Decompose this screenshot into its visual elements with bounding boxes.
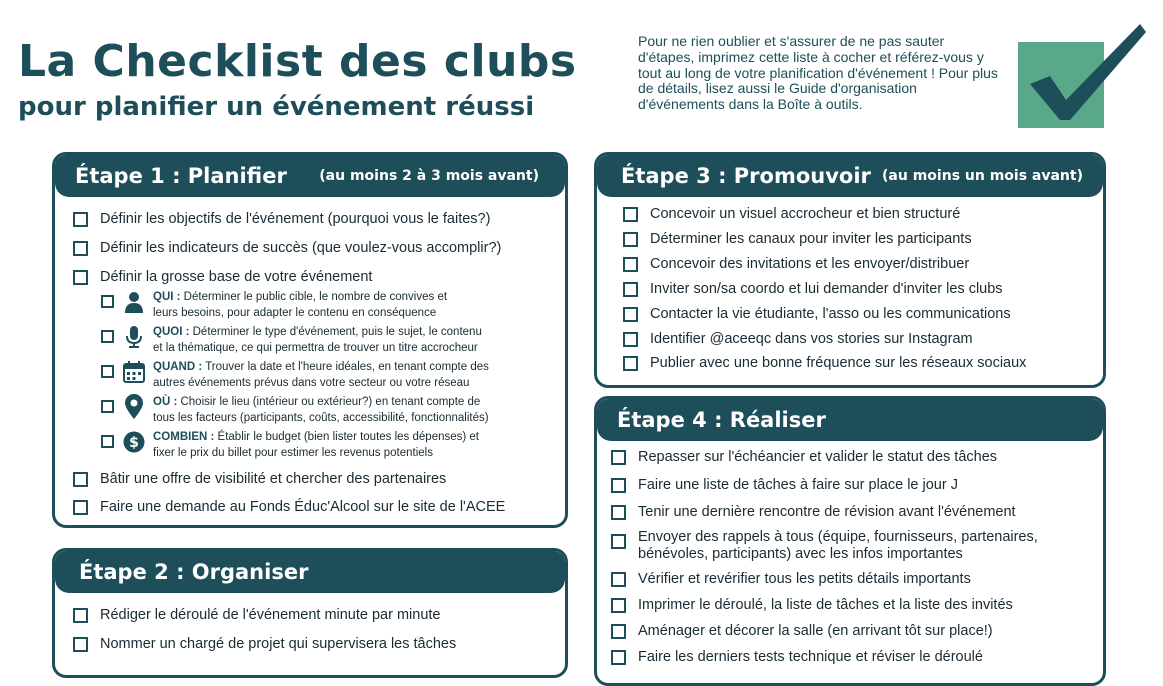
page-subtitle: pour planifier un événement réussi [18, 92, 535, 122]
list-item [73, 269, 372, 286]
etape2-title: Étape 2 : Organiser [79, 560, 309, 584]
checkbox[interactable] [611, 598, 626, 613]
list-item [73, 240, 501, 257]
microphone-icon [123, 324, 145, 350]
dollar-icon [123, 429, 145, 455]
item-label: Publier avec une bonne fréquence sur les réseaux sociaux [650, 355, 1027, 371]
item-label: Identifier @aceeqc dans vos stories sur Instagram [650, 331, 973, 347]
item-label: Nommer un chargé de projet qui supervisera les tâches [100, 636, 457, 652]
list-item [623, 331, 973, 348]
etape1-title: Étape 1 : Planifier [75, 164, 287, 188]
list-item [623, 281, 1003, 298]
checkbox[interactable] [73, 637, 88, 652]
item-label: Vérifier et revérifier tous les petits détails importants [638, 571, 971, 587]
item-label: Concevoir des invitations et les envoyer/distribuer [650, 256, 970, 272]
etape1-note: (au moins 2 à 3 mois avant) [319, 168, 539, 184]
checkbox[interactable] [623, 307, 638, 322]
svg-text:$: $ [129, 435, 139, 451]
etape4-title: Étape 4 : Réaliser [617, 408, 826, 432]
item-label: Faire une liste de tâches à faire sur place le jour J [638, 477, 958, 493]
item-label: Définir la grosse base de votre événement [100, 269, 373, 285]
item-label: Déterminer les canaux pour inviter les participants [650, 231, 972, 247]
list-item [611, 623, 993, 640]
etape4-header [597, 399, 1103, 441]
list-item [623, 231, 972, 248]
subitem-qui [101, 289, 447, 321]
item-label: Aménager et décorer la salle (en arrivant tôt sur place!) [638, 623, 993, 639]
checkbox[interactable] [73, 500, 88, 515]
checkmark-icon [1016, 18, 1146, 134]
item-label: Concevoir un visuel accrocheur et bien structuré [650, 206, 961, 222]
item-label: Bâtir une offre de visibilité et chercher des partenaires [100, 471, 447, 487]
list-item [73, 471, 446, 488]
subitem-text: COMBIEN : Établir le budget (bien lister toutes les dépenses) et fixer le prix du billet pour estimer les revenus potentiels [153, 431, 479, 459]
item-label: Faire les derniers tests technique et réviser le déroulé [638, 649, 983, 665]
checkbox[interactable] [101, 295, 114, 308]
list-item [73, 499, 505, 516]
calendar-icon [123, 359, 145, 385]
item-label: Définir les indicateurs de succès (que voulez-vous accomplir?) [100, 240, 502, 256]
list-item [611, 529, 1038, 563]
item-label: Envoyer des rappels à tous (équipe, fournisseurs, partenaires, bénévoles, participants) avec les infos importantes [638, 529, 1038, 562]
list-item [611, 571, 971, 588]
list-item [623, 306, 1011, 323]
subitem-quoi [101, 324, 482, 356]
checkbox[interactable] [623, 232, 638, 247]
subitem-text: QUI : Déterminer le public cible, le nombre de convives et leurs besoins, pour adapter le contenu en conséquence [153, 291, 448, 319]
checkbox[interactable] [73, 608, 88, 623]
etape4-card [594, 396, 1106, 686]
list-item [73, 607, 441, 624]
subitem-combien [101, 429, 479, 461]
checkbox[interactable] [623, 282, 638, 297]
item-label: Contacter la vie étudiante, l'asso ou les communications [650, 306, 1011, 322]
person-icon [123, 289, 145, 315]
list-item [611, 449, 997, 466]
item-label: Faire une demande au Fonds Éduc'Alcool sur le site de l'ACEE [100, 499, 506, 515]
page-title: La Checklist des clubs [18, 36, 577, 87]
list-item [611, 477, 958, 494]
checkbox[interactable] [611, 505, 626, 520]
item-label: Tenir une dernière rencontre de révision avant l'événement [638, 504, 1016, 520]
checkbox[interactable] [73, 270, 88, 285]
checkbox[interactable] [101, 330, 114, 343]
checkbox[interactable] [611, 478, 626, 493]
etape3-card [594, 152, 1106, 388]
list-item [623, 206, 960, 223]
location-pin-icon [123, 394, 145, 420]
list-item [611, 597, 1013, 614]
subitem-text: QUAND : Trouver la date et l'heure idéales, en tenant compte des autres événements prévus dans votre secteur ou votre réseau [153, 361, 489, 389]
item-label: Rédiger le déroulé de l'événement minute par minute [100, 607, 441, 623]
checkbox[interactable] [623, 356, 638, 371]
checkbox[interactable] [611, 572, 626, 587]
checkbox[interactable] [101, 365, 114, 378]
etape1-header [55, 155, 565, 197]
etape1-card [52, 152, 568, 528]
subitem-text: QUOI : Déterminer le type d'événement, puis le sujet, le contenu et la thématique, ce qui permettra de trouver un titre accrocheur [153, 326, 482, 354]
list-item [623, 355, 1026, 372]
item-label: Inviter son/sa coordo et lui demander d'inviter les clubs [650, 281, 1003, 297]
item-label: Repasser sur l'échéancier et valider le statut des tâches [638, 449, 998, 465]
etape3-header [597, 155, 1103, 197]
checkbox[interactable] [73, 472, 88, 487]
etape3-note: (au moins un mois avant) [882, 168, 1083, 184]
list-item [73, 636, 456, 653]
checkbox[interactable] [73, 212, 88, 227]
checkbox[interactable] [611, 650, 626, 665]
list-item [73, 211, 490, 228]
item-label: Définir les objectifs de l'événement (pourquoi vous le faites?) [100, 211, 491, 227]
etape2-header [55, 551, 565, 593]
list-item [611, 504, 1016, 521]
checkbox[interactable] [101, 435, 114, 448]
list-item [623, 256, 969, 273]
checkbox[interactable] [611, 534, 626, 549]
etape2-card [52, 548, 568, 678]
checkbox[interactable] [101, 400, 114, 413]
checkbox[interactable] [623, 257, 638, 272]
checkbox[interactable] [623, 332, 638, 347]
checkbox[interactable] [73, 241, 88, 256]
intro-text: Pour ne rien oublier et s'assurer de ne pas sauter d'étapes, imprimez cette liste à cocher et référez-vous y tout au long de votre planification d'événement ! Pour plus de détails, lisez aussi le Guide d'organisation d'événements dans la Boîte à outils. [638, 33, 998, 113]
list-item [611, 649, 983, 666]
checkbox[interactable] [611, 450, 626, 465]
etape3-title: Étape 3 : Promouvoir [621, 164, 871, 188]
subitem-quand [101, 359, 489, 391]
checkbox[interactable] [623, 207, 638, 222]
subitem-ou [101, 394, 489, 426]
item-label: Imprimer le déroulé, la liste de tâches et la liste des invités [638, 597, 1013, 613]
checkbox[interactable] [611, 624, 626, 639]
subitem-text: OÙ : Choisir le lieu (intérieur ou extérieur?) en tenant compte de tous les facteurs (participants, coûts, accessibilité, fonctionnalités) [153, 396, 489, 424]
